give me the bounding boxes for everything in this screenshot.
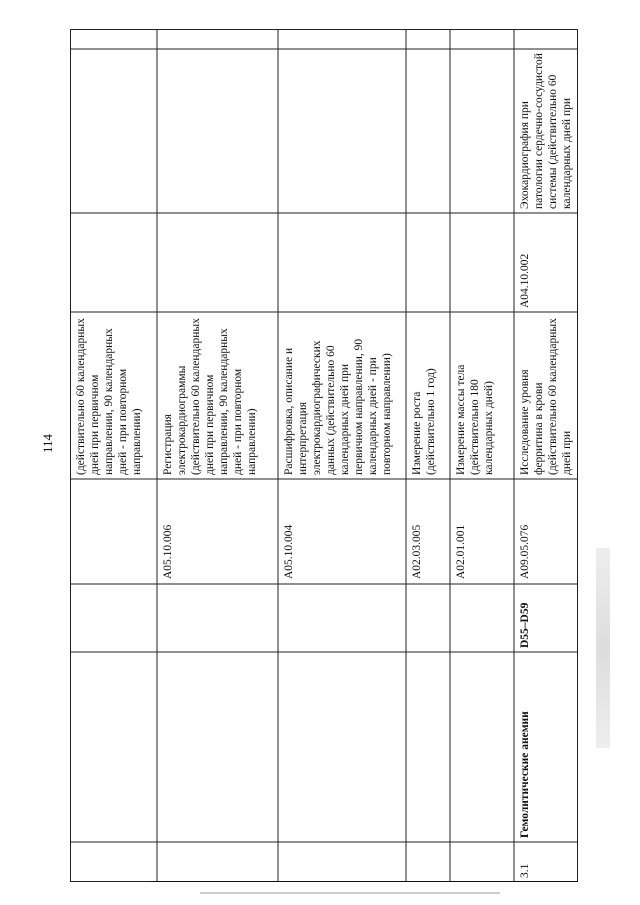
row-0-service-cell [70,312,157,479]
row-5-service2: Эхокардиография при патологии сердечно-сосудистой системы (действительно 60 календарных дней при [519,53,573,209]
row-1-code-cell [157,479,278,584]
row-5-disease-cell [514,652,578,842]
page-number: 114 [40,433,55,453]
row-3-service: Измерение роста (действительно 1 год) [411,368,437,475]
services-table [70,29,578,882]
row-5-service: Исследование уровня ферритина в крови (действительно 60 календарных дней при [519,318,573,475]
row-0-service: (действительно 60 календарных дней при первичном направлении, 90 календарных дней - при повторном направлении) [75,318,143,475]
row-3-service-cell [406,312,450,479]
row-5-code-cell [514,479,578,584]
row-3-code-cell [406,479,450,584]
row-5-num-cell [514,842,578,882]
row-2-code-cell [278,479,406,584]
row-4-service: Измерение массы тела (действительно 180 календарных дней) [455,364,495,475]
row-2-code: A05.10.004 [283,524,295,579]
row-5-service2-cell [514,49,578,213]
row-4-code-cell [450,479,514,584]
row-4-service-cell [450,312,514,479]
row-3-code: A02.03.005 [411,524,423,579]
row-1-code: A05.10.006 [162,524,174,579]
row-5-code: A09.05.076 [519,524,531,579]
row-5-code2: A04.10.002 [519,253,531,308]
row-2-service-cell [278,312,406,479]
row-5-code2-cell [514,213,578,312]
row-4-code: A02.01.001 [455,524,467,579]
row-5-mkb: D55–D59 [519,602,531,648]
row-2-service: Расшифровка, описание и интерпретация электрокардиографических данных (действительно 60 календарных дней при первичном направлении, 90 календарных дней - при повторном направлении) [283,338,393,475]
row-5-disease: Гемолитические анемии [519,711,531,838]
scan-fold-line [200,892,500,894]
row-1-service: Регистрация электрокардиограммы (действительно 60 календарных дней при первичном направлении, 90 календарных дней - при повторном направлении) [162,318,258,475]
scan-edge-mark [596,548,610,748]
row-5-service-cell [514,312,578,479]
row-5-num: 3.1 [519,863,531,878]
row-5-mkb-cell [514,584,578,652]
row-1-service-cell [157,312,278,479]
